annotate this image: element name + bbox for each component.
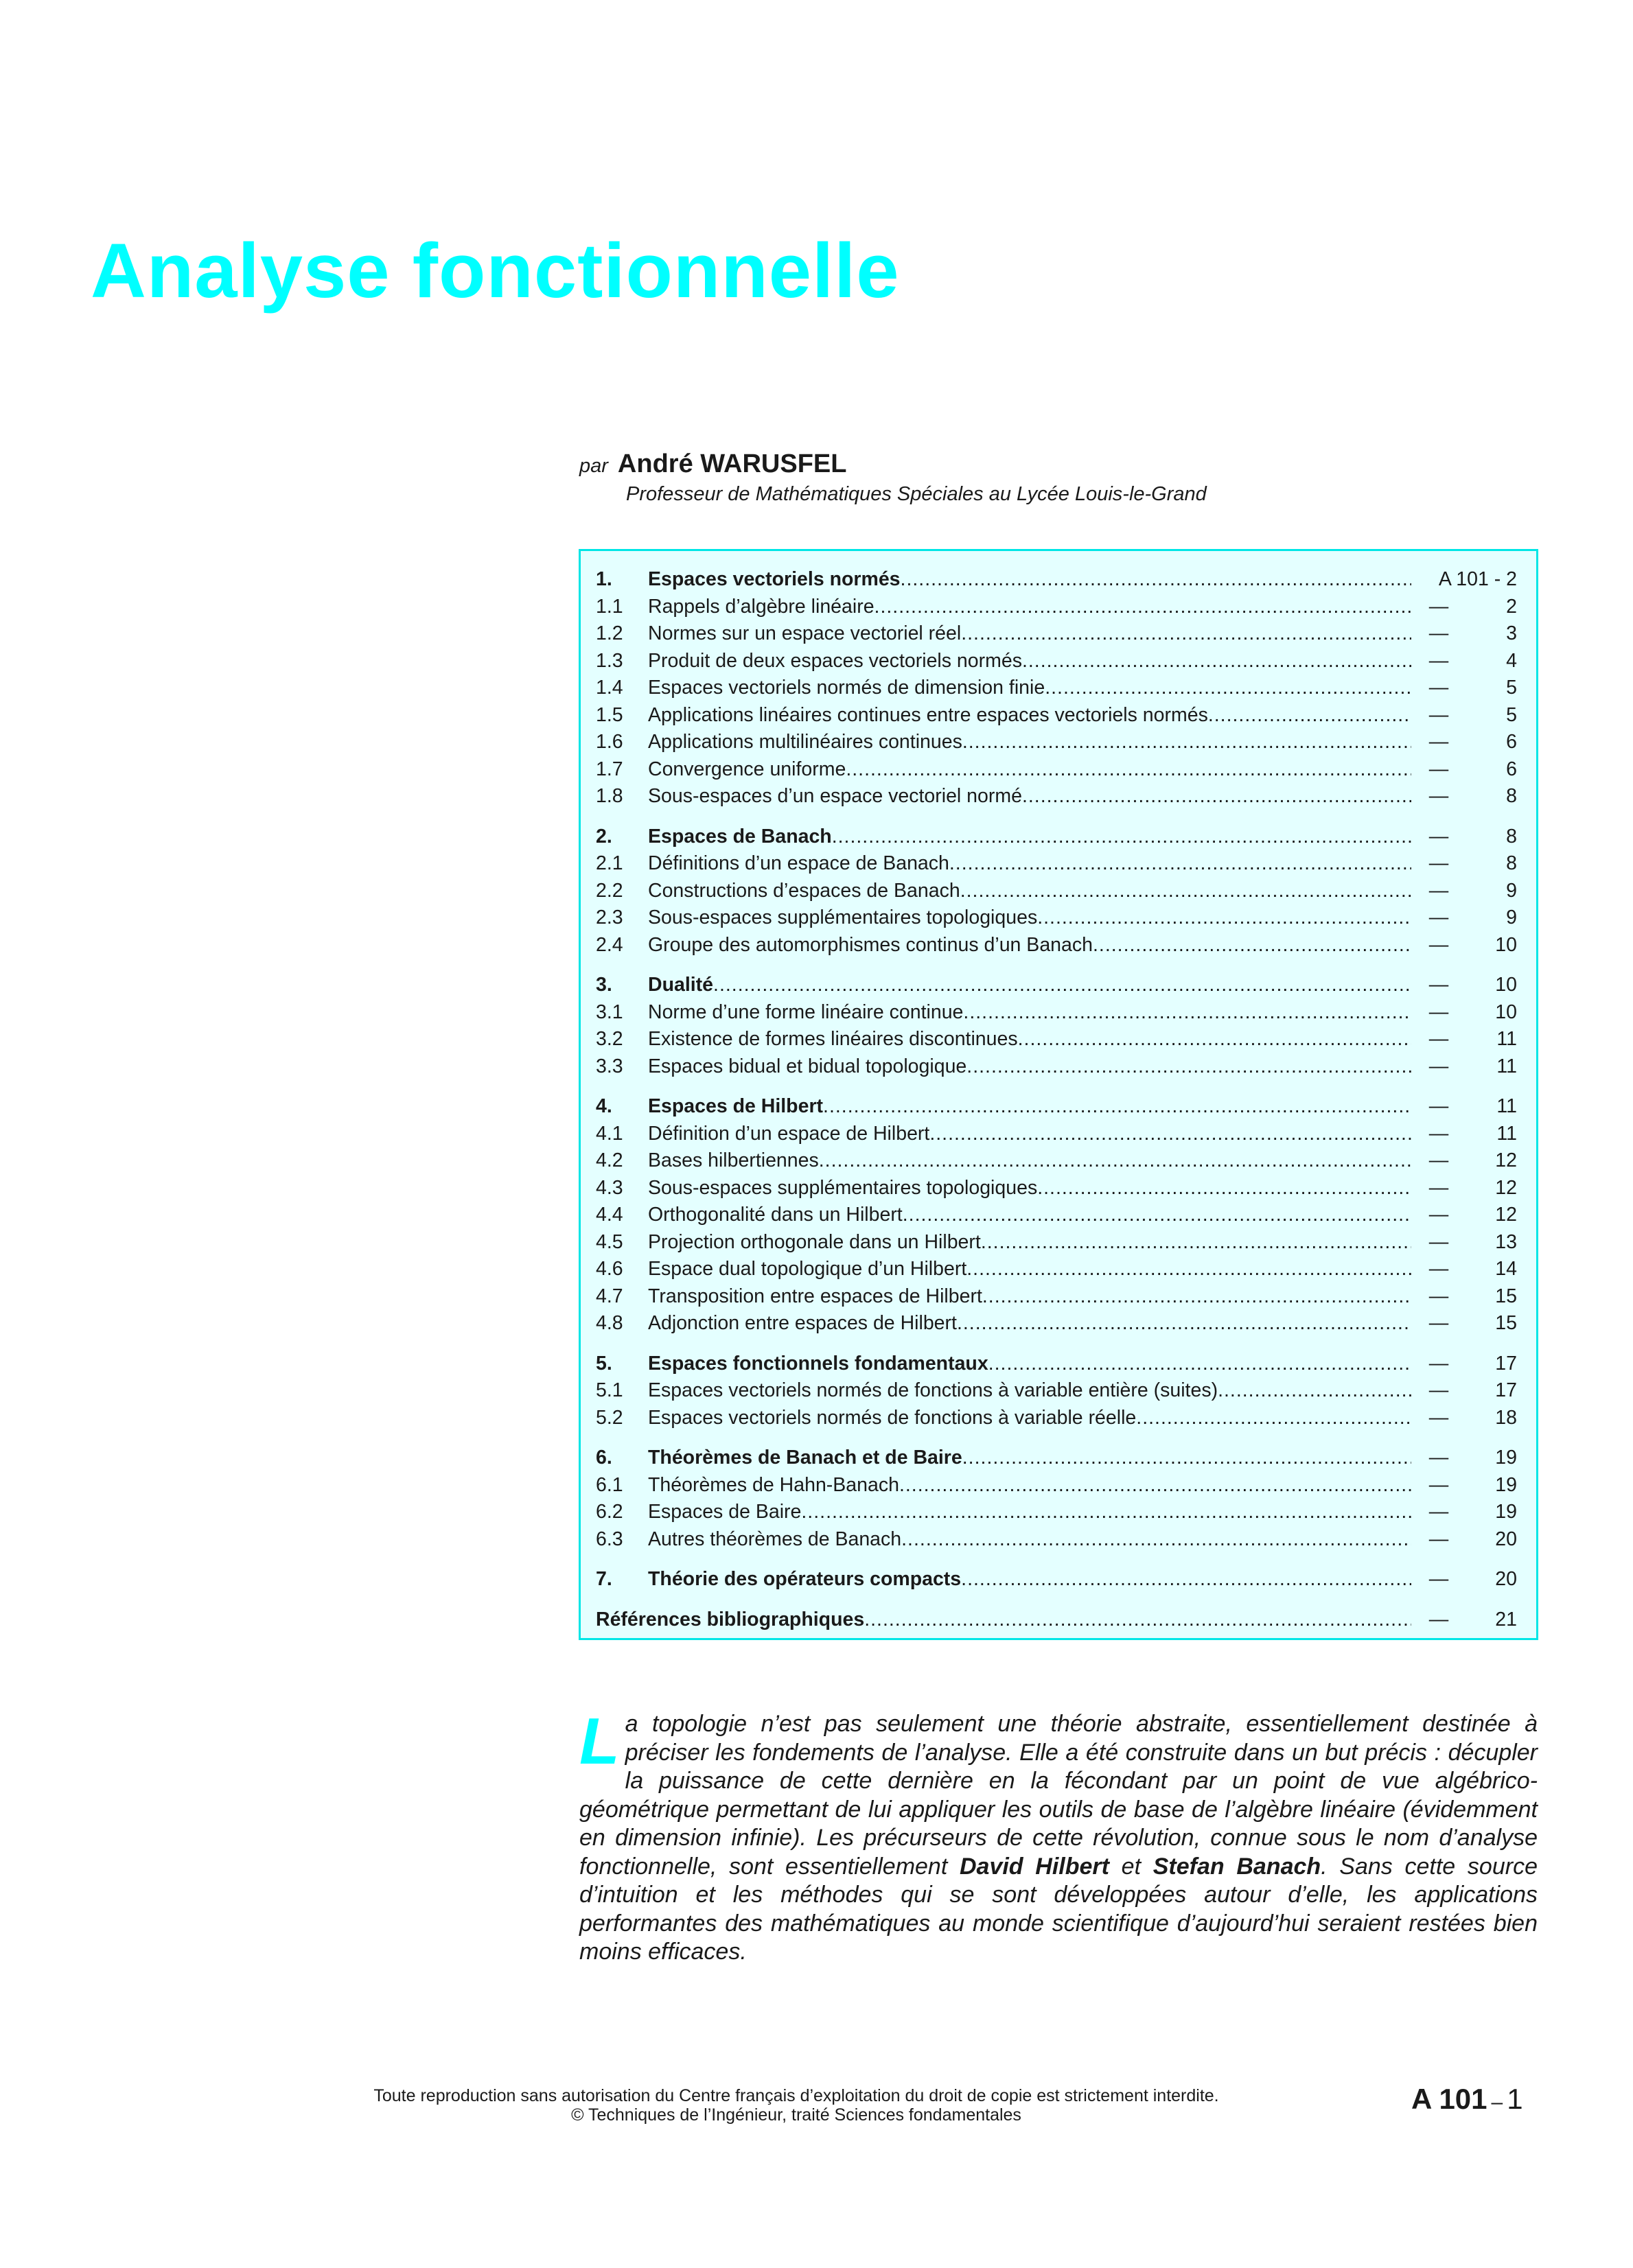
toc-page-number: 11 [1496,1028,1517,1050]
toc-ditto-dash: — [1428,1204,1449,1226]
toc-dot-leader [801,1499,1411,1526]
toc-row [596,1606,1518,1634]
toc-ditto-dash: — [1428,1528,1449,1550]
toc-section-number: 4.3 [596,1176,623,1199]
toc-row [596,932,1518,959]
toc-ditto-dash: — [1428,1285,1449,1307]
toc-section-title: Sous-espaces supplémentaires topologiques [648,1176,1038,1199]
toc-page-number: A 101 - 2 [1438,568,1517,590]
toc-entry [648,1175,1411,1202]
toc-ditto-dash: — [1428,758,1449,780]
intro-name-hilbert: David Hilbert [959,1853,1109,1880]
toc-row [596,675,1518,702]
toc-page-number: 13 [1495,1230,1517,1253]
toc-dot-leader [901,566,1411,594]
toc-entry [648,594,1411,621]
toc-section-number: 1.8 [596,785,623,807]
toc-entry [648,1377,1411,1405]
toc-ditto-dash: — [1428,785,1449,807]
toc-ditto-dash: — [1428,1095,1449,1117]
toc-dot-leader [823,1093,1411,1121]
toc-entry [648,823,1411,851]
toc-section-number: 6.2 [596,1501,623,1523]
toc-dot-leader [1018,1026,1411,1053]
toc-section-title: Espaces vectoriels normés de fonctions à variable réelle [648,1406,1137,1429]
toc-row [596,1175,1518,1202]
footer-line-1: Toute reproduction sans autorisation du Centre français d’exploitation du droit de copie est strictement interdite. [373,2086,1219,2105]
toc-section-title: Sous-espaces supplémentaires topologiques [648,907,1038,928]
toc-section-number: 1.1 [596,595,623,618]
toc-ditto-dash: — [1428,907,1449,928]
toc-entry [648,729,1411,756]
toc-ditto-dash: — [1428,677,1449,699]
toc-entry [648,932,1411,959]
byline [579,448,846,482]
toc-entry [648,675,1411,702]
toc-page-number: 9 [1506,907,1517,928]
toc-row [596,972,1518,999]
toc-entry [648,1310,1411,1337]
toc-section-title: Existence de formes linéaires discontinues [648,1028,1018,1050]
toc-page-number: 10 [1495,1001,1517,1023]
toc-section-number: 2.2 [596,879,623,902]
toc-section-title: Espaces vectoriels normés de dimension finie [648,677,1045,699]
toc-ditto-dash: — [1428,1608,1449,1630]
toc-row [596,1377,1518,1405]
toc-section-title: Normes sur un espace vectoriel réel [648,622,962,644]
toc-row [596,756,1518,784]
toc-dot-leader [1022,648,1411,675]
drop-cap: L [579,1705,620,1778]
author-name: André WARUSFEL [617,449,847,478]
toc-row [596,1093,1518,1121]
toc-dot-leader [1218,1377,1411,1405]
toc-row [596,1310,1518,1337]
toc-dot-leader [1136,1405,1411,1432]
toc-dot-leader [962,1445,1411,1472]
toc-section-title: Théorie des opérateurs compacts [648,1568,962,1590]
page-reference [1411,2082,1523,2120]
page-reference-code: A 101 [1411,2083,1487,2115]
toc-section-title: Espaces bidual et bidual topologique [648,1055,967,1077]
toc-dot-leader [957,1310,1411,1337]
toc-page-number: 19 [1495,1501,1517,1523]
toc-section-number: 2. [596,825,612,847]
toc-entry [648,1121,1411,1148]
toc-section-number: 3.3 [596,1055,623,1077]
toc-row [596,878,1518,905]
intro-name-banach: Stefan Banach [1153,1853,1321,1880]
toc-page-number: 20 [1495,1528,1517,1550]
toc-section-number: 3. [596,974,612,996]
toc-ditto-dash: — [1428,649,1449,672]
toc-dot-leader [1045,675,1411,702]
toc-dot-leader [832,823,1411,851]
toc-entry [648,1526,1411,1554]
intro-text-part2: . Sans cette source d’intuition et les méthodes qui se sont développées autour d’elle, les applications performantes des mathématiques au monde scientifique d’aujourd’hui seraient restées bien moins efficaces. [579,1853,1538,1965]
toc-entry [648,972,1411,999]
toc-entry [648,850,1411,878]
toc-section-title: Convergence uniforme [648,758,846,780]
toc-page-number: 15 [1495,1312,1517,1334]
toc-ditto-dash: — [1428,1312,1449,1334]
toc-dot-leader [713,972,1411,999]
toc-section-number: 5.2 [596,1406,623,1429]
toc-dot-leader [899,1472,1411,1499]
toc-ditto-dash: — [1428,1230,1449,1253]
toc-section-number: 1.2 [596,622,623,644]
toc-ditto-dash: — [1428,1176,1449,1199]
toc-page-number: 5 [1506,703,1517,726]
toc-page-number: 8 [1506,852,1517,874]
toc-section-number: 4.1 [596,1122,623,1145]
toc-row [596,1202,1518,1229]
toc-entry [648,1093,1411,1121]
toc-entry [648,783,1411,810]
toc-row [596,1256,1518,1283]
toc-dot-leader [846,756,1411,784]
toc-section-number: 5. [596,1352,612,1375]
toc-section-title: Groupe des automorphismes continus d’un Banach [648,933,1093,956]
toc-page-number: 4 [1506,649,1517,672]
toc-dot-leader [988,1351,1411,1378]
toc-page-number: 6 [1506,731,1517,753]
toc-section-number: 3.2 [596,1028,623,1050]
toc-section-number: 1.4 [596,677,623,699]
toc-section-number: 2.3 [596,907,623,928]
toc-section-title: Rappels d’algèbre linéaire [648,595,875,618]
toc-ditto-dash: — [1428,731,1449,753]
toc-ditto-dash: — [1428,595,1449,618]
toc-row [596,648,1518,675]
toc-row [596,1147,1518,1175]
page-reference-number: 1 [1507,2083,1523,2115]
toc-row [596,823,1518,851]
toc-section-title: Adjonction entre espaces de Hilbert [648,1312,957,1334]
toc-section-number: 4.2 [596,1149,623,1171]
toc-row [596,1445,1518,1472]
toc-page-number: 12 [1495,1149,1517,1171]
toc-section-number: 1. [596,568,612,590]
toc-dot-leader [981,1229,1411,1256]
table-of-contents [579,549,1538,1640]
toc-section-title: Espaces vectoriels normés de fonctions à variable entière (suites) [648,1379,1218,1401]
toc-dot-leader [903,1202,1411,1229]
toc-row [596,1026,1518,1053]
toc-dot-leader [963,999,1411,1027]
toc-page-number: 3 [1506,622,1517,644]
toc-section-number: 2.1 [596,852,623,874]
toc-ditto-dash: — [1428,1501,1449,1523]
toc-row [596,1283,1518,1311]
toc-entry [648,1229,1411,1256]
toc-page-number: 5 [1506,677,1517,699]
toc-row [596,729,1518,756]
toc-page-number: 6 [1506,758,1517,780]
toc-section-title: Produit de deux espaces vectoriels normés [648,649,1022,672]
toc-ditto-dash: — [1428,1028,1449,1050]
toc-section-number: 6.1 [596,1473,623,1496]
toc-dot-leader [929,1121,1411,1148]
toc-entry [648,1283,1411,1311]
toc-entry [648,1445,1411,1472]
toc-dot-leader [819,1147,1411,1175]
toc-entry [648,620,1411,648]
toc-section-number: 4.4 [596,1204,623,1226]
toc-ditto-dash: — [1428,1122,1449,1145]
toc-ditto-dash: — [1428,1406,1449,1429]
toc-row [596,1229,1518,1256]
toc-section-number: 4.7 [596,1285,623,1307]
toc-entry [648,1351,1411,1378]
toc-page-number: 12 [1495,1176,1517,1199]
toc-section-number: 6.3 [596,1528,623,1550]
toc-ditto-dash: — [1428,1055,1449,1077]
toc-dot-leader [864,1606,1411,1634]
toc-page-number: 18 [1495,1406,1517,1429]
toc-dot-leader [949,850,1411,878]
toc-ditto-dash: — [1428,622,1449,644]
toc-section-title: Applications linéaires continues entre espaces vectoriels normés [648,703,1208,726]
toc-row [596,783,1518,810]
toc-ditto-dash: — [1428,933,1449,956]
author-affiliation: Professeur de Mathématiques Spéciales au Lycée Louis-le-Grand [626,483,1207,505]
toc-section-number: 4.6 [596,1258,623,1280]
toc-row [596,620,1518,648]
toc-row [596,702,1518,729]
toc-entry [648,1256,1411,1283]
toc-entry [648,1472,1411,1499]
toc-dot-leader [960,878,1411,905]
toc-row [596,1121,1518,1148]
toc-section-title: Espaces vectoriels normés [648,568,901,590]
toc-row [596,594,1518,621]
toc-dot-leader [966,1256,1411,1283]
toc-section-title: Espaces fonctionnels fondamentaux [648,1352,988,1375]
toc-entry [648,904,1411,932]
toc-ditto-dash: — [1428,1352,1449,1375]
toc-ditto-dash: — [1428,852,1449,874]
toc-entry [648,566,1411,594]
toc-entry [648,756,1411,784]
toc-row [596,999,1518,1027]
toc-entry [596,1606,1411,1634]
toc-page-number: 11 [1496,1122,1517,1145]
intro-text-part1: a topologie n’est pas seulement une théorie abstraite, essentiellement destinée à préciser les fondements de l’analyse. Elle a été construite dans un but précis : décupler la puissance de cette dernière en la fécondant par un point de vue algébrico-géométrique permettant de lui appliquer les outils de base de l’algèbre linéaire (évidemment en dimension infinie). Les précurseurs de cette révolution, connue sous le nom d’analyse fonctionnelle, sont essentiellement [579,1711,1538,1880]
toc-entry [648,1202,1411,1229]
toc-row [596,566,1518,594]
toc-page-number: 10 [1495,933,1517,956]
toc-row [596,1405,1518,1432]
toc-section-number: 1.7 [596,758,623,780]
toc-dot-leader [982,1283,1411,1311]
toc-page-number: 11 [1496,1055,1517,1077]
footer-line-2: © Techniques de l’Ingénieur, traité Sciences fondamentales [571,2105,1021,2125]
toc-section-number: 5.1 [596,1379,623,1401]
toc-ditto-dash: — [1428,974,1449,996]
toc-section-number: 1.6 [596,731,623,753]
toc-entry [648,1566,1411,1593]
toc-page-number: 17 [1495,1379,1517,1401]
toc-section-title: Définition d’un espace de Hilbert [648,1122,930,1145]
toc-ditto-dash: — [1428,1568,1449,1590]
toc-dot-leader [901,1526,1411,1554]
toc-dot-leader [962,729,1411,756]
toc-section-number: 4. [596,1095,612,1117]
toc-section-title: Théorèmes de Banach et de Baire [648,1447,962,1469]
toc-section-number: 2.4 [596,933,623,956]
toc-section-title: Théorèmes de Hahn-Banach [648,1473,899,1496]
toc-section-number: 4.5 [596,1230,623,1253]
toc-ditto-dash: — [1428,1258,1449,1280]
toc-dot-leader [961,620,1411,648]
toc-dot-leader [966,1053,1411,1081]
toc-dot-leader [1037,904,1411,932]
toc-section-title: Références bibliographiques [596,1608,865,1630]
toc-section-title: Bases hilbertiennes [648,1149,819,1171]
toc-entry [648,1053,1411,1081]
toc-section-title: Espaces de Baire [648,1501,802,1523]
toc-row [596,1566,1518,1593]
introduction-paragraph [579,1705,1538,1967]
toc-row [596,1351,1518,1378]
toc-section-number: 7. [596,1568,612,1590]
toc-dot-leader [961,1566,1411,1593]
toc-page-number: 11 [1496,1095,1517,1117]
toc-row [596,1053,1518,1081]
toc-page-number: 8 [1506,785,1517,807]
page-reference-separator: – [1491,2091,1503,2114]
toc-dot-leader [1022,783,1411,810]
toc-page-number: 20 [1495,1568,1517,1590]
toc-section-number: 1.3 [596,649,623,672]
toc-page-number: 15 [1495,1285,1517,1307]
toc-section-title: Espaces de Hilbert [648,1095,824,1117]
toc-row [596,1526,1518,1554]
toc-section-title: Espaces de Banach [648,825,832,847]
document-title: Analyse fonctionnelle [91,228,900,314]
toc-entry [648,1147,1411,1175]
toc-section-number: 4.8 [596,1312,623,1334]
toc-row [596,850,1518,878]
toc-entry [648,702,1411,729]
toc-ditto-dash: — [1428,879,1449,902]
byline-prefix: par [579,455,608,477]
toc-entry [648,1499,1411,1526]
toc-entry [648,1405,1411,1432]
toc-section-title: Sous-espaces d’un espace vectoriel normé [648,785,1022,807]
toc-page-number: 8 [1506,825,1517,847]
toc-section-title: Norme d’une forme linéaire continue [648,1001,964,1023]
toc-ditto-dash: — [1428,1149,1449,1171]
toc-row [596,1499,1518,1526]
toc-page-number: 21 [1495,1608,1517,1630]
toc-section-title: Orthogonalité dans un Hilbert [648,1204,903,1226]
toc-section-number: 6. [596,1447,612,1469]
toc-dot-leader [875,594,1411,621]
toc-ditto-dash: — [1428,1447,1449,1469]
toc-ditto-dash: — [1428,703,1449,726]
toc-page-number: 19 [1495,1473,1517,1496]
toc-dot-leader [1037,1175,1411,1202]
toc-page-number: 17 [1495,1352,1517,1375]
toc-row [596,1472,1518,1499]
toc-ditto-dash: — [1428,825,1449,847]
toc-ditto-dash: — [1428,1001,1449,1023]
toc-section-title: Définitions d’un espace de Banach [648,852,949,874]
toc-section-title: Projection orthogonale dans un Hilbert [648,1230,981,1253]
toc-entry [648,999,1411,1027]
toc-page-number: 9 [1506,879,1517,902]
toc-section-title: Espace dual topologique d’un Hilbert [648,1258,967,1280]
toc-section-title: Applications multilinéaires continues [648,731,962,753]
toc-entry [648,648,1411,675]
toc-section-title: Dualité [648,974,714,996]
toc-section-title: Transposition entre espaces de Hilbert [648,1285,982,1307]
toc-page-number: 19 [1495,1447,1517,1469]
toc-ditto-dash: — [1428,1379,1449,1401]
toc-page-number: 2 [1506,595,1517,618]
toc-page-number: 12 [1495,1204,1517,1226]
toc-page-number: 14 [1495,1258,1517,1280]
toc-section-number: 3.1 [596,1001,623,1023]
toc-ditto-dash: — [1428,1473,1449,1496]
copyright-footer [275,2086,1318,2125]
toc-section-title: Constructions d’espaces de Banach [648,879,960,902]
toc-row [596,904,1518,932]
toc-section-title: Autres théorèmes de Banach [648,1528,902,1550]
toc-dot-leader [1208,702,1411,729]
toc-entry [648,878,1411,905]
toc-entry [648,1026,1411,1053]
toc-section-number: 1.5 [596,703,623,726]
toc-page-number: 10 [1495,974,1517,996]
intro-text-and: et [1109,1853,1153,1880]
toc-dot-leader [1093,932,1411,959]
